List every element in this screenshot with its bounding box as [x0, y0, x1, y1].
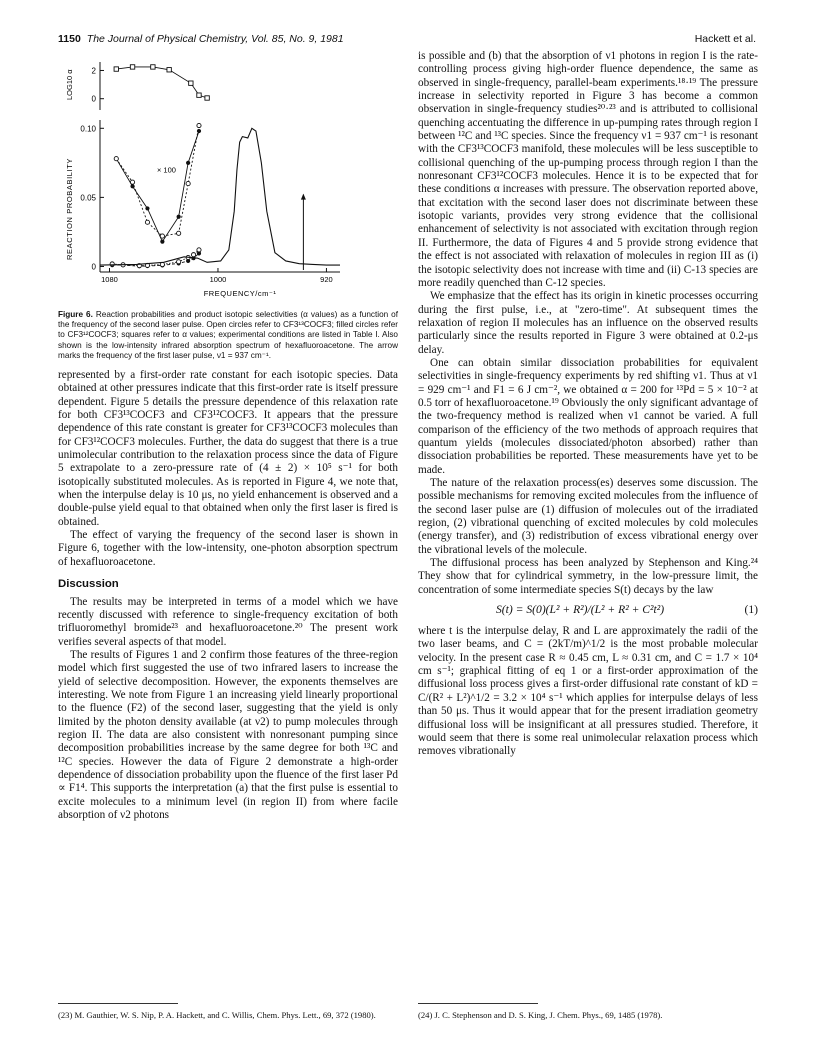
paragraph: We emphasize that the effect has its origin in kinetic processes occurring during the first pulse, i.e., at "zero-time". At subsequent times the relaxation of region II molecules has an influence on the observed results particularly since the results reported in Figure 3 were obtained at 0.2-μs delay.: [418, 290, 758, 356]
c13-point: [191, 253, 195, 257]
equation-1: [418, 603, 758, 619]
c13-point: [110, 262, 114, 266]
c13-point: [186, 181, 190, 185]
c13-point: [160, 234, 164, 238]
equation-number: (1): [744, 603, 758, 617]
equation-body: S(t) = S(0)(L² + R²)/(L² + R² + C²t²): [496, 603, 665, 617]
alpha-point: [151, 65, 155, 69]
figure-6-chart: [58, 50, 398, 308]
y-tick-label: 0: [91, 262, 96, 272]
footnote-24: (24) J. C. Stephenson and D. S. King, J. Chem. Phys., 69, 1485 (1978).: [418, 1010, 663, 1020]
paragraph: One can obtain similar dissociation probabilities for equivalent selectivities in single-frequency experiments by red shifting ν1. Thus at ν1 = 929 cm⁻¹ and F1 = 6 J cm⁻², we obtained α = 200 for ¹³Pd = 5 × 10⁻² at 0.5 torr of hexafluoroacetone.¹⁹ Obviously the only significant advantage of the two-frequency method is realized when ν1 cannot be varied. A full comparison of the efficiency of the two methods of approach requires that quantum yields (molecules dissociated/photon absorbed) rather than dissociation probabilities be reported. These measurements have yet to be made.: [418, 356, 758, 476]
paragraph: The diffusional process has been analyzed by Stephenson and King.²⁴ They show that for cylindrical symmetry, in the low-pressure limit, the concentration of some intermediate species S(t) decays by the law: [418, 557, 758, 596]
chart-labels: [65, 66, 333, 298]
c12-point: [145, 206, 149, 210]
alpha-point: [205, 96, 209, 100]
x-axis-title: FREQUENCY/cm⁻¹: [203, 289, 277, 298]
c12-point: [177, 215, 181, 219]
c13-point: [145, 220, 149, 224]
running-header: [58, 33, 344, 45]
y-axis-title-upper: LOG10 α: [65, 69, 74, 100]
alpha-point: [130, 65, 134, 69]
right-column: [418, 50, 758, 759]
footnote-rule: [418, 1003, 538, 1004]
caption-label: Figure 6.: [58, 310, 93, 319]
chart-marks: [100, 65, 340, 270]
y-tick-label: 0.05: [80, 193, 96, 203]
alpha-point: [114, 67, 118, 71]
y-axis-title-lower: REACTION PROBABILITY: [65, 157, 74, 260]
first-laser-arrowhead: [301, 194, 306, 200]
x-tick-label: 1080: [101, 275, 118, 284]
paragraph: The results of Figures 1 and 2 confirm those features of the three-region model which first suggested the use of two infrared lasers to increase the yield of selective decomposition. However, the exponents themselves are interesting. We note from Figure 1 an increasing yield linearly proportional to the fluence (F2) of the second laser, suggesting that the yield is only limited by the photon density available (at ν2) to pump molecules through region II. The data are also consistent with nonresonant pumping since decomposition probabilities increase by the same degree for both ¹³C and ¹²C species. However the data of Figure 2 demonstrate a high-order dependence of dissociation probability upon the fluence of the first laser Pd ∝ F1⁴. This supports the interpretation (a) that the first pulse is essential to excite molecules to a minimum level (in region II) from where facile absorption of ν2 photons: [58, 648, 398, 822]
scale-annotation: × 100: [156, 165, 176, 175]
c13-point: [177, 231, 181, 235]
c12-point: [160, 240, 164, 244]
caption-text: Reaction probabilities and product isotopic selectivities (α values) as a function of the frequency of the second laser pulse. Open circles refer to CF3¹³COCF3; filled circles refer to CF3¹²COCF3; squares refer to α values; experimental conditions are listed in Table I. Also shown is the low-intensity infrared absorption spectrum of hexafluoroacetone. The arrow marks the frequency of the first laser pulse, ν1 = 937 cm⁻¹.: [58, 310, 398, 360]
paragraph: where t is the interpulse delay, R and L are approximately the radii of the two laser beams, and C = (2kT/m)^1/2 is the most probable molecular velocity. In the present case R ≈ 0.45 cm, L ≈ 0.31 cm, and C = 1.7 × 10⁴ cm s⁻¹; graphical fitting of eq 1 or a first-order approximation of the diffusional loss process gives a first-order diffusional rate constant of kD = C/(R² + L²)^1/2 = 3.2 × 10⁴ s⁻¹ which applies for interpulse delays of less than 50 μs. Thus it would appear that for the present irradiation geometry diffusional loss will be insignificant at all pressures studied. Therefore, it would seem that there is some real unimolecular relaxation process which removes vibrationally: [418, 625, 758, 758]
alpha-point: [197, 93, 201, 97]
footnote-23: (23) M. Gauthier, W. S. Nip, P. A. Hackett, and C. Willis, Chem. Phys. Lett., 69, 372 (1980).: [58, 1010, 376, 1020]
chart-axes: [100, 62, 340, 272]
footnote-rule: [58, 1003, 178, 1004]
c13-point: [114, 157, 118, 161]
c13-point: [197, 123, 201, 127]
paragraph: is possible and (b) that the absorption of ν1 photons in region I is the rate-controlling process giving high-order fluence dependence, the same as observed in single-frequency, parallel-beam experiments.¹⁸·¹⁹ The pressure increase in selectivity reported in Figure 3 has become a common observation in single-frequency studies²⁰·²³ and is attributed to collisional quenching accentuating the difference in up-pumping rates through region I between ¹²C and ¹³C species. Since the frequency ν1 = 937 cm⁻¹ is resonant with the CF3¹³COCF3 manifold, these molecules will be less susceptible to collisional quenching of the up-pumping process through region I than the nonresonant CF3¹²COCF3 molecules. Hence it is to be expected that for these conditions α increases with pressure. The observation reported above, that excitation with the second laser does not discriminate between these isotopic variants, provides very strong evidence that the collisional enhancement of selectivity is not associated with excitation through region II. Furthermore, the data of Figures 4 and 5 provide strong evidence that the effect is not associated with relaxation of molecules in region III as (i) the isotopic selectivity does not increase with time and (ii) C-13 species are more readily quenched than C-12 species.: [418, 50, 758, 289]
paragraph: The effect of varying the frequency of the second laser is shown in Figure 6, together with the low-intensity, one-photon absorption spectrum of hexafluoroacetone.: [58, 529, 398, 568]
c12-point: [186, 161, 190, 165]
figure-6: [58, 50, 398, 308]
x-tick-label: 920: [320, 275, 333, 284]
paragraph: represented by a first-order rate constant for each isotopic species. Data obtained at other pressures indicate that this first-order rate is itself pressure dependent. Figure 5 details the pressure dependence of this relaxation rate for both CF3¹³COCF3 and CF3¹²COCF3. It appears that the pressure dependence of this rate constant is greater for CF3¹³COCF3 molecules than for CF3¹²COCF3 molecules. Further, the data do suggest that there is a true unimolecular contribution to the relaxation process since the data of Figure 5 extrapolate to a zero-pressure rate of (4 ± 2) × 10⁵ s⁻¹ for both isotopically substituted molecules. As is reported in Figure 4, we note that, when the interpulse delay is 10 μs, no yield enhancement is observed and a double-pulse yield equal to that obtained when only the first laser is fired is obtained.: [58, 369, 398, 528]
y-tick-label: 0.10: [80, 124, 96, 134]
journal-title: The Journal of Physical Chemistry, Vol. 85, No. 9, 1981: [86, 33, 344, 45]
paragraph: The results may be interpreted in terms of a model which we have recently discussed with reference to single-frequency excitation of both trifluoromethyl bromide²³ and hexafluoroacetone.²⁰ The present work verifies several aspects of that model.: [58, 595, 398, 648]
section-heading-discussion: Discussion: [58, 578, 119, 591]
figure-caption: [58, 310, 398, 361]
c13-point: [130, 180, 134, 184]
y-tick-label: 2: [91, 66, 96, 76]
paragraph: The nature of the relaxation process(es) deserves some discussion. The possible mechanisms for removing excited molecules from the influence of the second laser pulse are (1) diffusion of molecules out of the irradiated region, (2) vibrational quenching of excited molecules by cold molecules (energy transfer), and (3) redistribution of excess vibrational energy over the vibrational levels of the molecule.: [418, 477, 758, 556]
running-authors: Hackett et al.: [694, 33, 756, 45]
alpha-point: [189, 81, 193, 85]
c13-point: [177, 260, 181, 264]
series-line: [116, 131, 199, 242]
left-column: [58, 50, 398, 822]
c13-point: [197, 248, 201, 252]
page-number: 1150: [58, 33, 81, 45]
series-line: [116, 126, 199, 237]
alpha-point: [167, 68, 171, 72]
y-tick-label: 0: [91, 94, 96, 104]
x-tick-label: 1000: [209, 275, 227, 284]
